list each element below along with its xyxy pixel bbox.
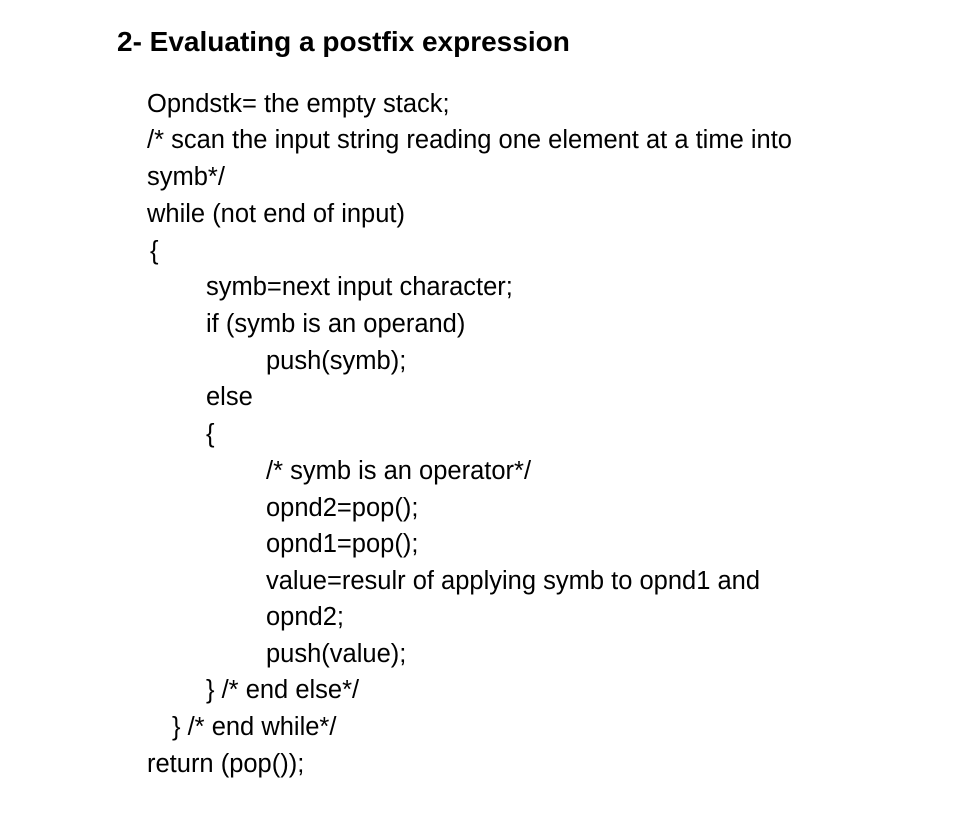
code-line: Opndstk= the empty stack; [147,90,450,118]
section-heading: 2- Evaluating a postfix expression [117,26,570,57]
code-line: /* scan the input string reading one element at a time into [147,126,792,154]
code-line: else [206,383,253,411]
code-line: symb*/ [147,163,225,191]
code-line: opnd2=pop(); [266,494,419,522]
code-line: /* symb is an operator*/ [266,457,532,485]
code-line: opnd1=pop(); [266,530,419,558]
code-line: opnd2; [266,603,344,631]
code-line: push(symb); [266,347,407,375]
code-line: value=resulr of applying symb to opnd1 and [266,567,761,595]
code-line: push(value); [266,640,407,668]
code-line: } /* end else*/ [206,676,360,704]
code-line: { [150,237,159,265]
code-line: return (pop()); [147,750,305,778]
code-line: while (not end of input) [147,200,405,228]
code-line: } /* end while*/ [172,713,337,741]
code-line: { [206,420,215,448]
code-line: if (symb is an operand) [206,310,466,338]
code-line: symb=next input character; [206,273,513,301]
